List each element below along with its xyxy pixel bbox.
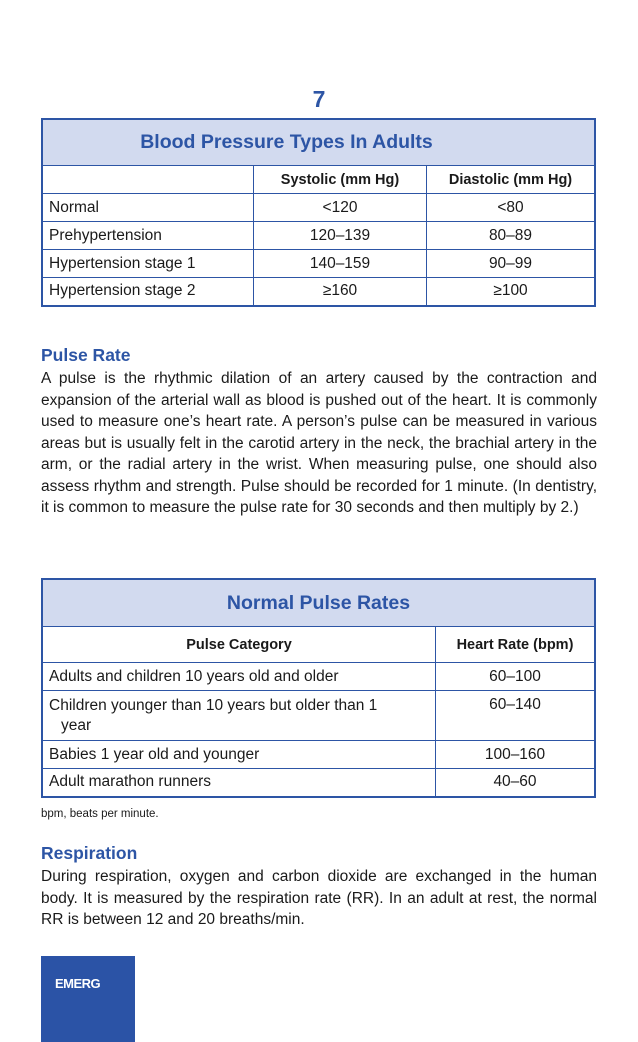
- bp-category-cell: Hypertension stage 2: [42, 278, 254, 306]
- respiration-paragraph: During respiration, oxygen and carbon dioxide are exchanged in the human body. It is measured by the respiration rate (RR). In an adult at rest, the normal RR is between 12 and 20 breaths/min.: [41, 868, 597, 928]
- table-footnote: bpm, beats per minute.: [41, 808, 159, 820]
- pulse-rate-paragraph: A pulse is the rhythmic dilation of an artery caused by the contraction and expansion of the arterial wall as blood is pushed out of the heart. It is commonly used to measure one’s heart rate. A person’s pulse can be measured in various areas but is usually felt in the carotid artery in the neck, the brachial artery in the arm, or the radial artery in the wrist. When measuring pulse, one should also assess rhythm and strength. Pulse should be recorded for 1 minute. (In dentistry, it is common to measure the pulse rate for 30 seconds and then multiply by 2.): [41, 370, 597, 516]
- bp-col-header-systolic: Systolic (mm Hg): [254, 166, 427, 194]
- table-row: [42, 769, 595, 797]
- blood-pressure-table: [41, 118, 596, 307]
- bp-table-title: Blood Pressure Types In Adults: [42, 119, 595, 166]
- respiration-heading: Respiration: [41, 843, 138, 863]
- table-row: [42, 250, 595, 278]
- pulse-col-header-category: Pulse Category: [42, 627, 436, 663]
- normal-pulse-rates-table: [41, 578, 596, 798]
- pulse-rate-cell: 40–60: [436, 769, 596, 797]
- bp-diastolic-cell: 90–99: [427, 250, 596, 278]
- bp-col-header-diastolic: Diastolic (mm Hg): [427, 166, 596, 194]
- pulse-category-cell: Children younger than 10 years but older than 1 year: [42, 691, 436, 741]
- pulse-rate-heading: Pulse Rate: [41, 345, 131, 365]
- pulse-col-header-rate: Heart Rate (bpm): [436, 627, 596, 663]
- pulse-table-title: Normal Pulse Rates: [42, 579, 595, 627]
- bp-diastolic-cell: ≥100: [427, 278, 596, 306]
- pulse-category-cell: Babies 1 year old and younger: [42, 741, 436, 769]
- bp-systolic-cell: <120: [254, 194, 427, 222]
- emerg-section-tab: [41, 956, 135, 1042]
- table-row: [42, 663, 595, 691]
- table-row: [42, 691, 595, 741]
- page-number: 7: [312, 86, 326, 112]
- bp-category-cell: Prehypertension: [42, 222, 254, 250]
- bp-systolic-cell: 140–159: [254, 250, 427, 278]
- pulse-rate-cell: 60–140: [436, 691, 596, 741]
- pulse-rate-cell: 60–100: [436, 663, 596, 691]
- bp-category-cell: Hypertension stage 1: [42, 250, 254, 278]
- bp-systolic-cell: 120–139: [254, 222, 427, 250]
- bp-col-header-blank: [42, 166, 254, 194]
- bp-diastolic-cell: <80: [427, 194, 596, 222]
- table-row: [42, 222, 595, 250]
- emerg-tab-label: EMERG: [55, 976, 101, 991]
- bp-category-cell: Normal: [42, 194, 254, 222]
- table-row: [42, 278, 595, 306]
- table-row: [42, 741, 595, 769]
- table-row: [42, 194, 595, 222]
- bp-diastolic-cell: 80–89: [427, 222, 596, 250]
- pulse-category-cell: Adult marathon runners: [42, 769, 436, 797]
- bp-systolic-cell: ≥160: [254, 278, 427, 306]
- pulse-rate-cell: 100–160: [436, 741, 596, 769]
- pulse-category-cell: Adults and children 10 years old and older: [42, 663, 436, 691]
